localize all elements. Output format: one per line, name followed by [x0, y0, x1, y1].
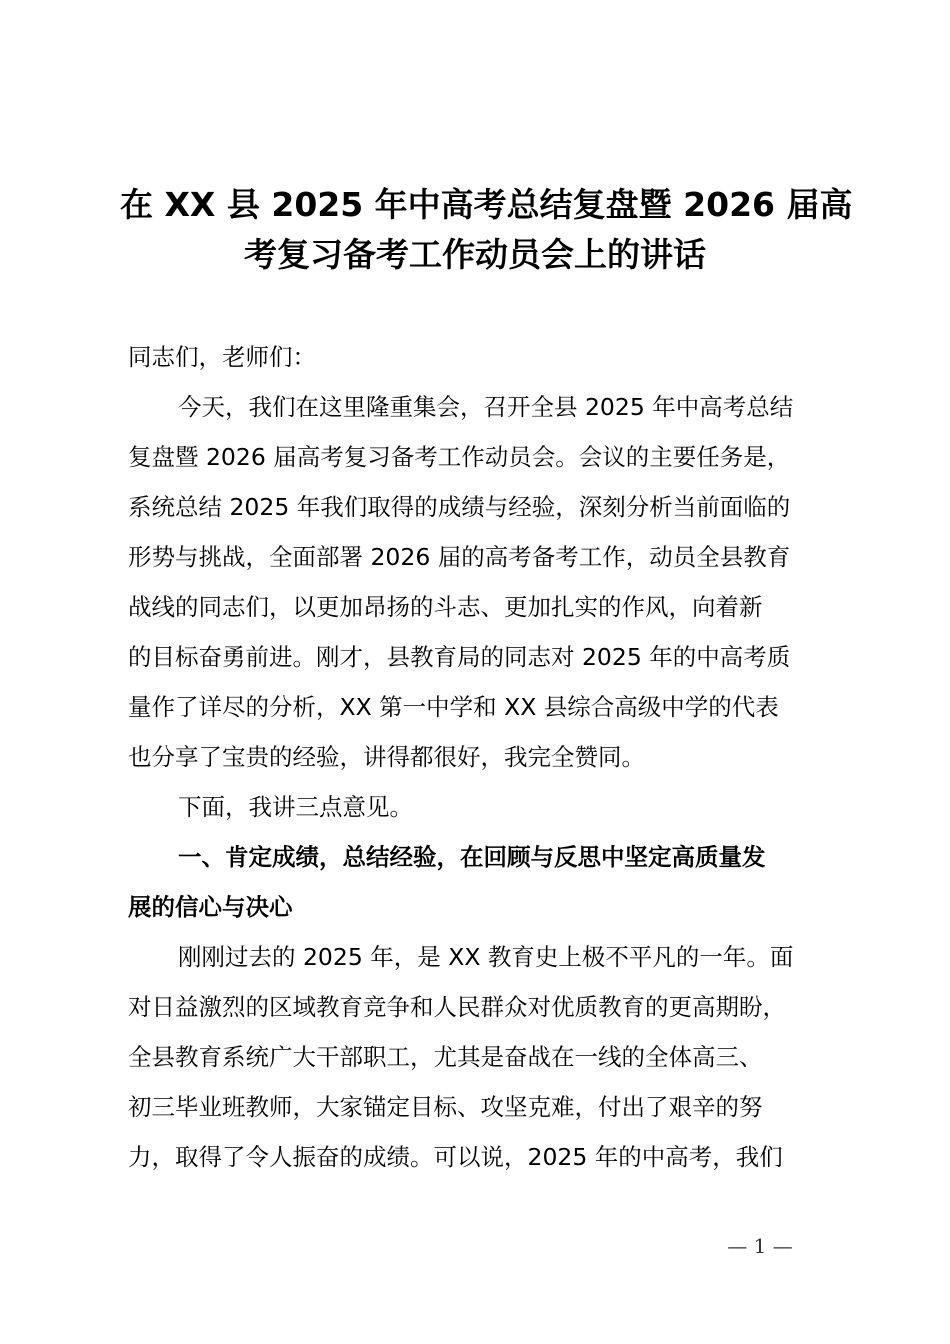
- salutation: 同志们，老师们：: [128, 343, 316, 371]
- paragraph-line: 下面，我讲三点意见。: [178, 793, 413, 821]
- title-line: 考复习备考工作动员会上的讲话: [244, 235, 706, 274]
- paragraph-line: 力，取得了令人振奋的成绩。可以说，2025 年的中高考，我们: [128, 1143, 783, 1171]
- paragraph-line: 刚刚过去的 2025 年，是 XX 教育史上极不平凡的一年。面: [178, 943, 794, 971]
- paragraph-line: 对日益激烈的区域教育竞争和人民群众对优质教育的更高期盼，: [128, 993, 786, 1021]
- paragraph-line: 的目标奋勇前进。刚才，县教育局的同志对 2025 年的中高考质: [128, 643, 791, 671]
- section-heading: 一、肯定成绩，总结经验，在回顾与反思中坚定高质量发: [178, 843, 766, 871]
- paragraph-line: 量作了详尽的分析，XX 第一中学和 XX 县综合高级中学的代表: [128, 693, 779, 721]
- section-heading: 展的信心与决心: [128, 893, 293, 921]
- paragraph-line: 复盘暨 2026 届高考复习备考工作动员会。会议的主要任务是，: [128, 443, 791, 471]
- paragraph-line: 全县教育系统广大干部职工，尤其是奋战在一线的全体高三、: [128, 1043, 763, 1071]
- paragraph-line: 战线的同志们，以更加昂扬的斗志、更加扎实的作风，向着新: [128, 593, 763, 621]
- document-body: [128, 332, 838, 1182]
- paragraph-line: 初三毕业班教师，大家锚定目标、攻坚克难，付出了艰辛的努: [128, 1093, 763, 1121]
- page-number: — 1 —: [727, 1234, 793, 1258]
- document-title: [120, 180, 853, 280]
- title-line: 在 XX 县 2025 年中高考总结复盘暨 2026 届高: [120, 185, 853, 224]
- paragraph-line: 今天，我们在这里隆重集会，召开全县 2025 年中高考总结: [178, 393, 794, 421]
- paragraph-line: 也分享了宝贵的经验，讲得都很好，我完全赞同。: [128, 743, 645, 771]
- paragraph-line: 形势与挑战，全面部署 2026 届的高考备考工作，动员全县教育: [128, 543, 791, 571]
- paragraph-line: 系统总结 2025 年我们取得的成绩与经验，深刻分析当前面临的: [128, 493, 791, 521]
